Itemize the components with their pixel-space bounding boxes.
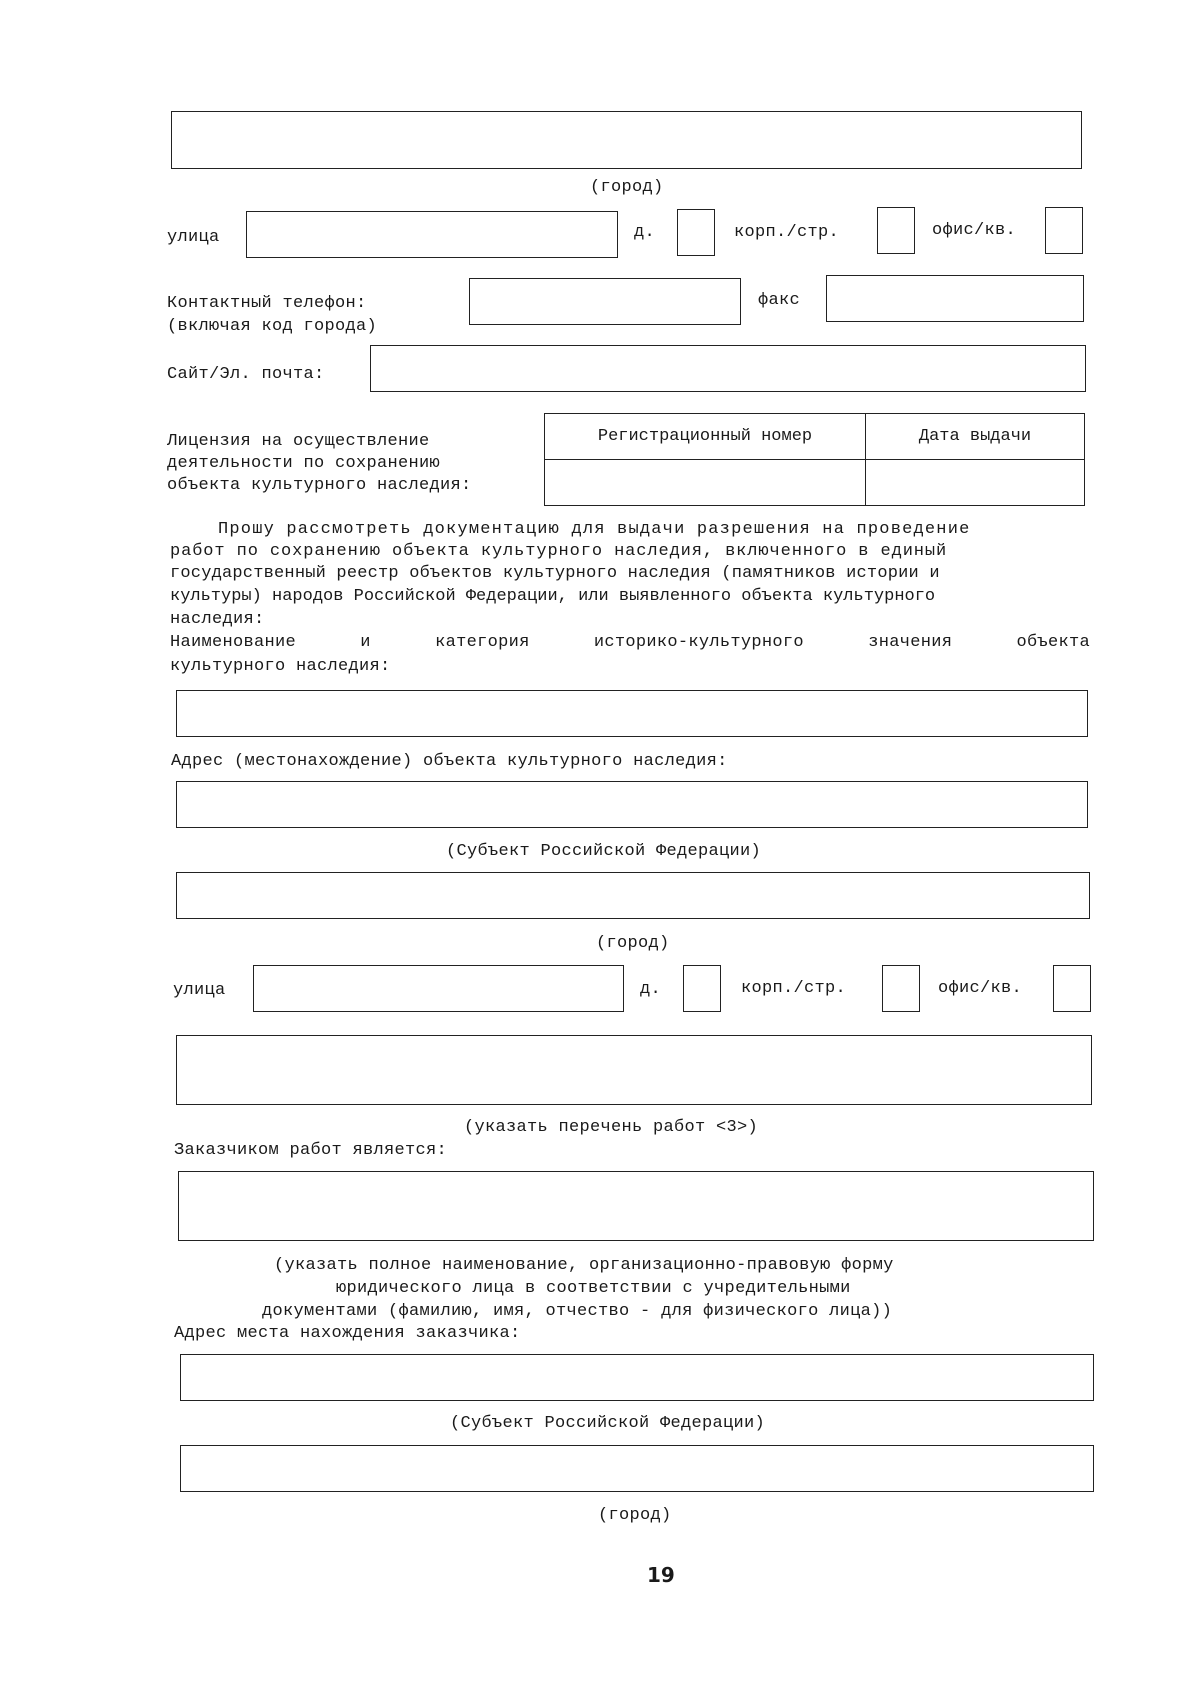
- object-office-label: офис/кв.: [938, 979, 1023, 998]
- license-issue-date-field[interactable]: [866, 460, 1085, 506]
- page-number: 19: [647, 1563, 675, 1587]
- phone-label: Контактный телефон:: [167, 294, 367, 313]
- org-street-field[interactable]: [246, 211, 618, 258]
- request-line3: государственный реестр объектов культурного наследия (памятников истории и: [170, 564, 940, 583]
- works-caption: (указать перечень работ <3>): [464, 1118, 759, 1137]
- request-line4: культуры) народов Российской Федерации, или выявленного объекта культурного: [170, 587, 936, 606]
- customer-label: Заказчиком работ является:: [174, 1141, 448, 1160]
- customer-subject-caption: (Субъект Российской Федерации): [450, 1414, 766, 1433]
- license-reg-number-field[interactable]: [545, 460, 866, 506]
- customer-hint-line2: юридического лица в соответствии с учредительными: [336, 1279, 851, 1298]
- license-col-issue-date: Дата выдачи: [866, 414, 1085, 460]
- customer-subject-field[interactable]: [180, 1354, 1094, 1401]
- org-house-field[interactable]: [677, 209, 715, 256]
- license-col-reg-number: Регистрационный номер: [545, 414, 866, 460]
- object-subject-caption: (Субъект Российской Федерации): [446, 842, 762, 861]
- object-house-field[interactable]: [683, 965, 721, 1012]
- license-table: [544, 413, 1085, 506]
- request-line5: наследия:: [170, 610, 265, 629]
- license-label-line1: Лицензия на осуществление: [167, 432, 430, 451]
- license-label-line3: объекта культурного наследия:: [167, 476, 472, 495]
- org-building-field[interactable]: [877, 207, 915, 254]
- object-office-field[interactable]: [1053, 965, 1091, 1012]
- customer-hint-line3: документами (фамилию, имя, отчество - для физического лица)): [262, 1302, 893, 1321]
- object-name-line2: культурного наследия:: [170, 657, 391, 676]
- object-subject-field[interactable]: [176, 781, 1088, 828]
- org-house-label: д.: [634, 223, 656, 242]
- org-office-label: офис/кв.: [932, 221, 1017, 240]
- site-field[interactable]: [370, 345, 1086, 392]
- object-city-caption: (город): [596, 934, 670, 953]
- object-address-label: Адрес (местонахождение) объекта культурного наследия:: [171, 752, 728, 771]
- object-name-field[interactable]: [176, 690, 1088, 737]
- license-label-line2: деятельности по сохранению: [167, 454, 441, 473]
- org-city-field[interactable]: [171, 111, 1082, 169]
- object-house-label: д.: [640, 980, 662, 999]
- object-building-field[interactable]: [882, 965, 920, 1012]
- org-street-label: улица: [167, 228, 220, 247]
- org-office-field[interactable]: [1045, 207, 1083, 254]
- object-street-field[interactable]: [253, 965, 624, 1012]
- request-line1: Прошу рассмотреть документацию для выдачи разрешения на проведение: [218, 520, 971, 539]
- site-label: Сайт/Эл. почта:: [167, 365, 325, 384]
- works-list-field[interactable]: [176, 1035, 1092, 1105]
- customer-address-label: Адрес места нахождения заказчика:: [174, 1324, 521, 1343]
- object-street-label: улица: [173, 981, 226, 1000]
- object-city-field[interactable]: [176, 872, 1090, 919]
- request-line2: работ по сохранению объекта культурного наследия, включенного в единый: [170, 542, 948, 561]
- object-name-line1: Наименование и категория историко-культурного значения объекта: [170, 633, 1090, 652]
- fax-field[interactable]: [826, 275, 1084, 322]
- org-building-label: корп./стр.: [734, 223, 840, 242]
- customer-name-field[interactable]: [178, 1171, 1094, 1241]
- customer-city-field[interactable]: [180, 1445, 1094, 1492]
- org-city-caption: (город): [590, 178, 664, 197]
- fax-label: факс: [758, 291, 801, 310]
- customer-hint-line1: (указать полное наименование, организационно-правовую форму: [274, 1256, 894, 1275]
- customer-city-caption: (город): [598, 1506, 672, 1525]
- phone-hint: (включая код города): [167, 317, 378, 336]
- phone-field[interactable]: [469, 278, 741, 325]
- object-building-label: корп./стр.: [741, 979, 847, 998]
